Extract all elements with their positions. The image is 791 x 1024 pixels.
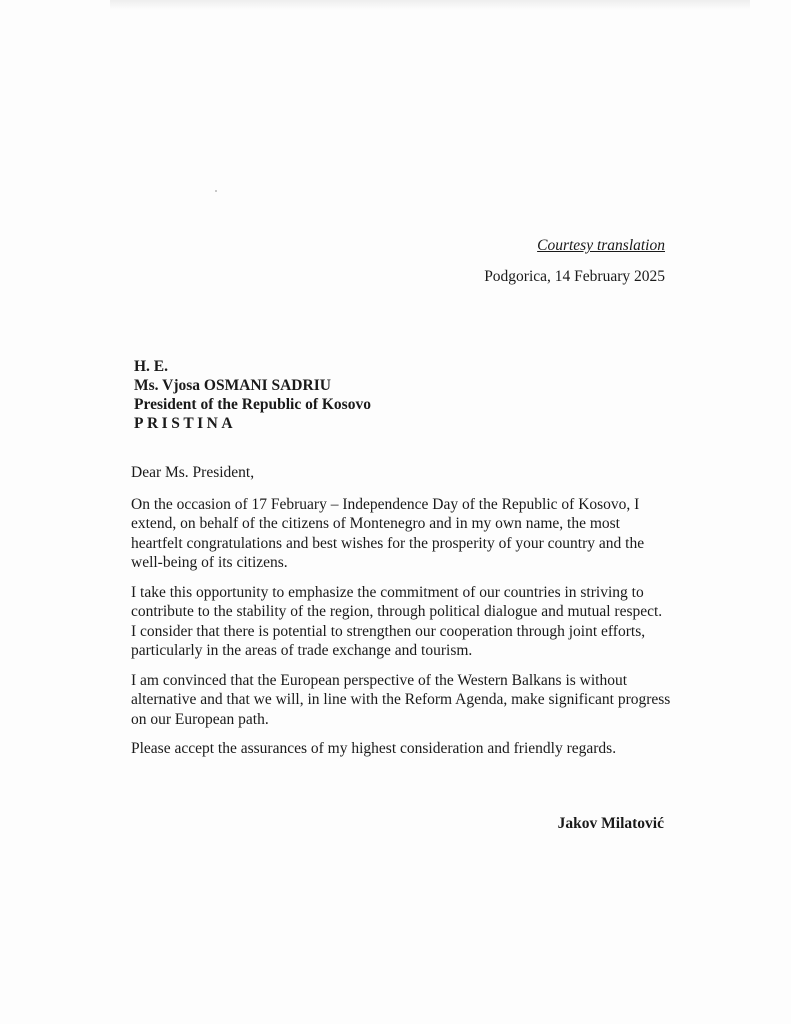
recipient-block: [134, 357, 371, 433]
courtesy-translation-label: Courtesy translation: [537, 237, 665, 254]
recipient-name: Ms. Vjosa OSMANI SADRIU: [134, 377, 331, 394]
paragraph-commitment: I take this opportunity to emphasize the commitment of our countries in striving to contribute to the stability of the region, through political dialogue and mutual respect. I consider that there is potential to strengthen our cooperation through joint efforts, particularly in the areas of trade exchange and tourism.: [131, 583, 663, 659]
recipient-honorific: H. E.: [134, 358, 169, 375]
paragraph-european-perspective: I am convinced that the European perspective of the Western Balkans is without alternative and that we will, in line with the Reform Agenda, make significant progress on our European path.: [131, 671, 671, 728]
scan-speck: [215, 190, 217, 192]
letter-body: [131, 463, 671, 769]
place-date: Podgorica, 14 February 2025: [484, 268, 665, 285]
recipient-city: PRISTINA: [134, 415, 237, 432]
paragraph-congratulations: On the occasion of 17 February – Independence Day of the Republic of Kosovo, I extend, on behalf of the citizens of Montenegro and in my own name, the most heartfelt congratulations and best wishes for the prosperity of your country and the well-being of its citizens.: [131, 495, 645, 571]
scan-artifact: [110, 0, 750, 10]
paragraph-closing: Please accept the assurances of my highest consideration and friendly regards.: [131, 740, 617, 757]
signatory-name: Jakov Milatović: [557, 815, 664, 832]
recipient-title: President of the Republic of Kosovo: [134, 396, 371, 413]
salutation: Dear Ms. President,: [131, 464, 255, 481]
